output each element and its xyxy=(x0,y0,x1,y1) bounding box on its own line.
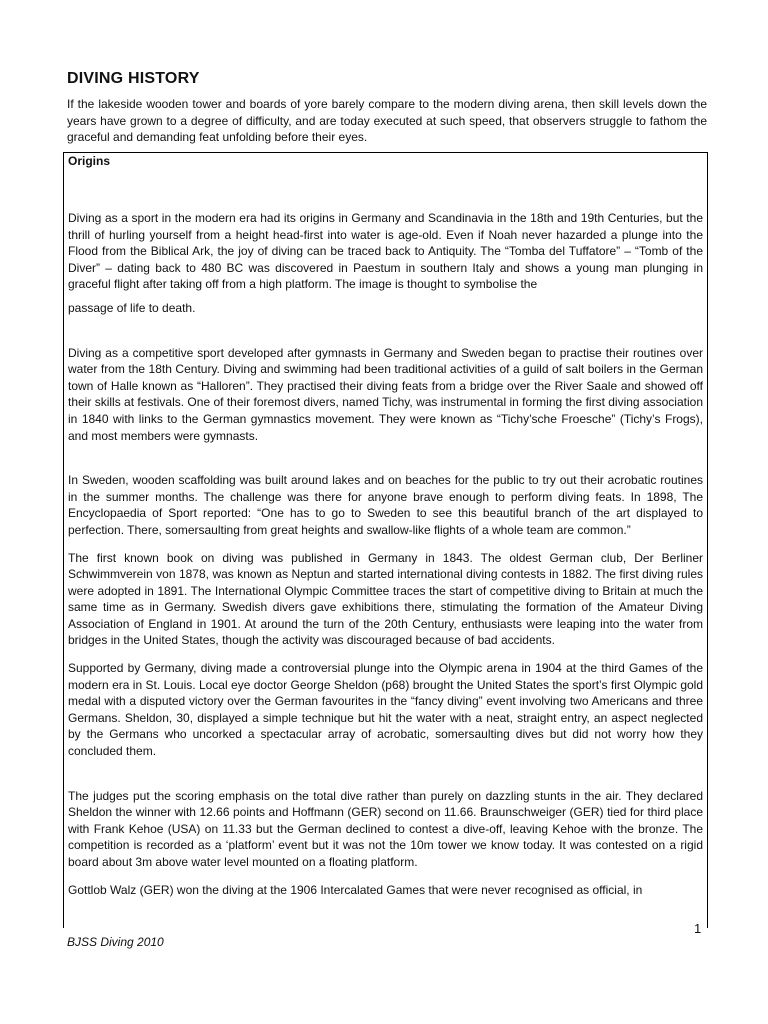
paragraph: The first known book on diving was published in Germany in 1843. The oldest German club, Der Berliner Schwimmverein von 1878, was known as Neptun and started international diving contests in 1882. The first diving rules were adopted in 1891. The International Olympic Committee traces the start of competitive diving to Britain at much the same time as in Germany. Swedish divers gave exhibitions there, stimulating the formation of the Amateur Diving Association of England in 1901. At around the turn of the 20th Century, enthusiasts were leaping into the water from bridges in the United States, though the activity was discouraged because of bad accidents. xyxy=(68,550,703,648)
paragraph: In Sweden, wooden scaffolding was built around lakes and on beaches for the public to try out their acrobatic routines in the summer months. The challenge was there for anyone brave enough to perform diving feats. In 1898, The Encyclopaedia of Sport reported: “One has to go to Sweden to see this beautiful branch of the art displayed to perfection. There, somersaulting from great heights and swallow-like flights of a whole team are common.” xyxy=(68,473,703,537)
paragraph: The judges put the scoring emphasis on the total dive rather than purely on dazzling stunts in the air. They declared Sheldon the winner with 12.66 points and Hoffmann (GER) second on 11.66. Braunschweiger (GER) tied for third place with Frank Kehoe (USA) on 11.33 but the German declined to contest a dive-off, leaving Kehoe with the bronze. The competition is recorded as a ‘platform’ event but it was not the 10m tower we know today. It was contested on a rigid board about 3m above water level mounted on a floating platform. xyxy=(68,788,703,869)
page-number: 1 xyxy=(694,921,702,936)
section-heading: Origins xyxy=(68,154,111,168)
intro-paragraph: If the lakeside wooden tower and boards of yore barely compare to the modern diving arena, then skill levels down the years have grown to a degree of difficulty, and are today executed at such speed, that observers struggle to fathom the graceful and demanding feat unfolding before their eyes. xyxy=(67,97,707,145)
paragraph: Diving as a competitive sport developed after gymnasts in Germany and Sweden began to practise their routines over water from the 18th Century. Diving and swimming had been traditional activities of a guild of salt boilers in the German town of Halle known as “Halloren”. They practised their diving feats from a bridge over the River Saale and showed off their skills at festivals. One of their foremost divers, named Tichy, was instrumental in forming the first diving association in 1840 with links to the German gymnastics movement. They were known as “Tichy’sche Froesche” (Tichy’s Frogs), and most members were gymnasts. xyxy=(68,345,703,443)
paragraph: passage of life to death. xyxy=(68,300,196,315)
footer-text: BJSS Diving 2010 xyxy=(67,935,164,949)
paragraph: Diving as a sport in the modern era had its origins in Germany and Scandinavia in the 18th and 19th Centuries, but the thrill of hurling yourself from a height head-first into water is age-old. Even if Noah never hazarded a plunge into the Flood from the Biblical Ark, the joy of diving can be traced back to Antiquity. The “Tomba del Tuffatore” – “Tomb of the Diver” – dating back to 480 BC was discovered in Paestum in southern Italy and shows a young man plunging in graceful flight after taking off from a high platform. The image is thought to symbolise the xyxy=(68,211,703,292)
paragraph: Supported by Germany, diving made a controversial plunge into the Olympic arena in 1904 at the third Games of the modern era in St. Louis. Local eye doctor George Sheldon (p68) brought the United States the sport’s first Olympic gold medal with a disputed victory over the German favourites in the “fancy diving” event involving two Americans and three Germans. Sheldon, 30, displayed a simple technique but hit the water with a neat, straight entry, an aspect neglected by the Germans who uncorked a spectacular array of acrobatic, somersaulting dives but did not worry how they concluded them. xyxy=(68,661,703,759)
paragraph: Gottlob Walz (GER) won the diving at the 1906 Intercalated Games that were never recognised as official, in xyxy=(68,882,643,897)
origins-box xyxy=(63,152,708,928)
document-title: DIVING HISTORY xyxy=(67,70,200,87)
